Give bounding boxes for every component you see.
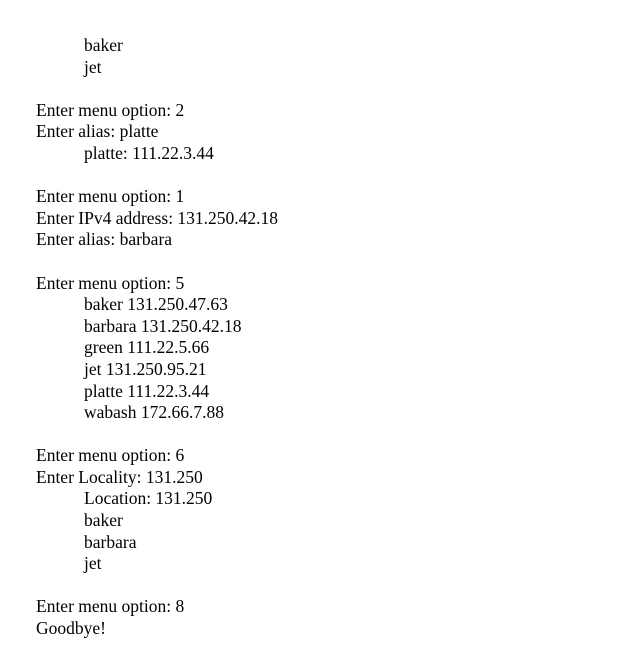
transcript-line: baker — [84, 510, 123, 531]
transcript-line: Enter menu option: 6 — [36, 445, 185, 466]
transcript-line: baker 131.250.47.63 — [84, 294, 228, 315]
transcript-line: baker — [84, 35, 123, 55]
transcript-line: jet — [84, 56, 102, 77]
transcript-line: green 111.22.5.66 — [84, 337, 210, 358]
transcript-line: jet 131.250.95.21 — [84, 358, 207, 379]
transcript-line: barbara — [84, 531, 137, 552]
console-transcript — [0, 35, 635, 640]
transcript-line: jet — [84, 553, 102, 574]
blank-line — [0, 78, 635, 100]
blank-line — [0, 165, 635, 187]
transcript-line: Enter menu option: 8 — [36, 596, 185, 617]
transcript-line: Enter menu option: 2 — [36, 99, 185, 120]
blank-line — [0, 424, 635, 446]
transcript-line: platte: 111.22.3.44 — [84, 142, 214, 163]
transcript-line: Enter menu option: 5 — [36, 272, 185, 293]
transcript-line: Goodbye! — [36, 618, 106, 639]
transcript-line: wabash 172.66.7.88 — [84, 402, 224, 423]
transcript-line: Location: 131.250 — [84, 488, 213, 509]
transcript-line: barbara 131.250.42.18 — [84, 315, 242, 336]
blank-line — [0, 575, 635, 597]
transcript-line: Enter alias: platte — [36, 121, 159, 142]
transcript-line: platte 111.22.3.44 — [84, 380, 210, 401]
blank-line — [0, 251, 635, 273]
transcript-line: Enter menu option: 1 — [36, 186, 185, 207]
transcript-line: Enter Locality: 131.250 — [36, 466, 203, 487]
transcript-line: Enter IPv4 address: 131.250.42.18 — [36, 207, 279, 228]
transcript-line: Enter alias: barbara — [36, 229, 173, 250]
